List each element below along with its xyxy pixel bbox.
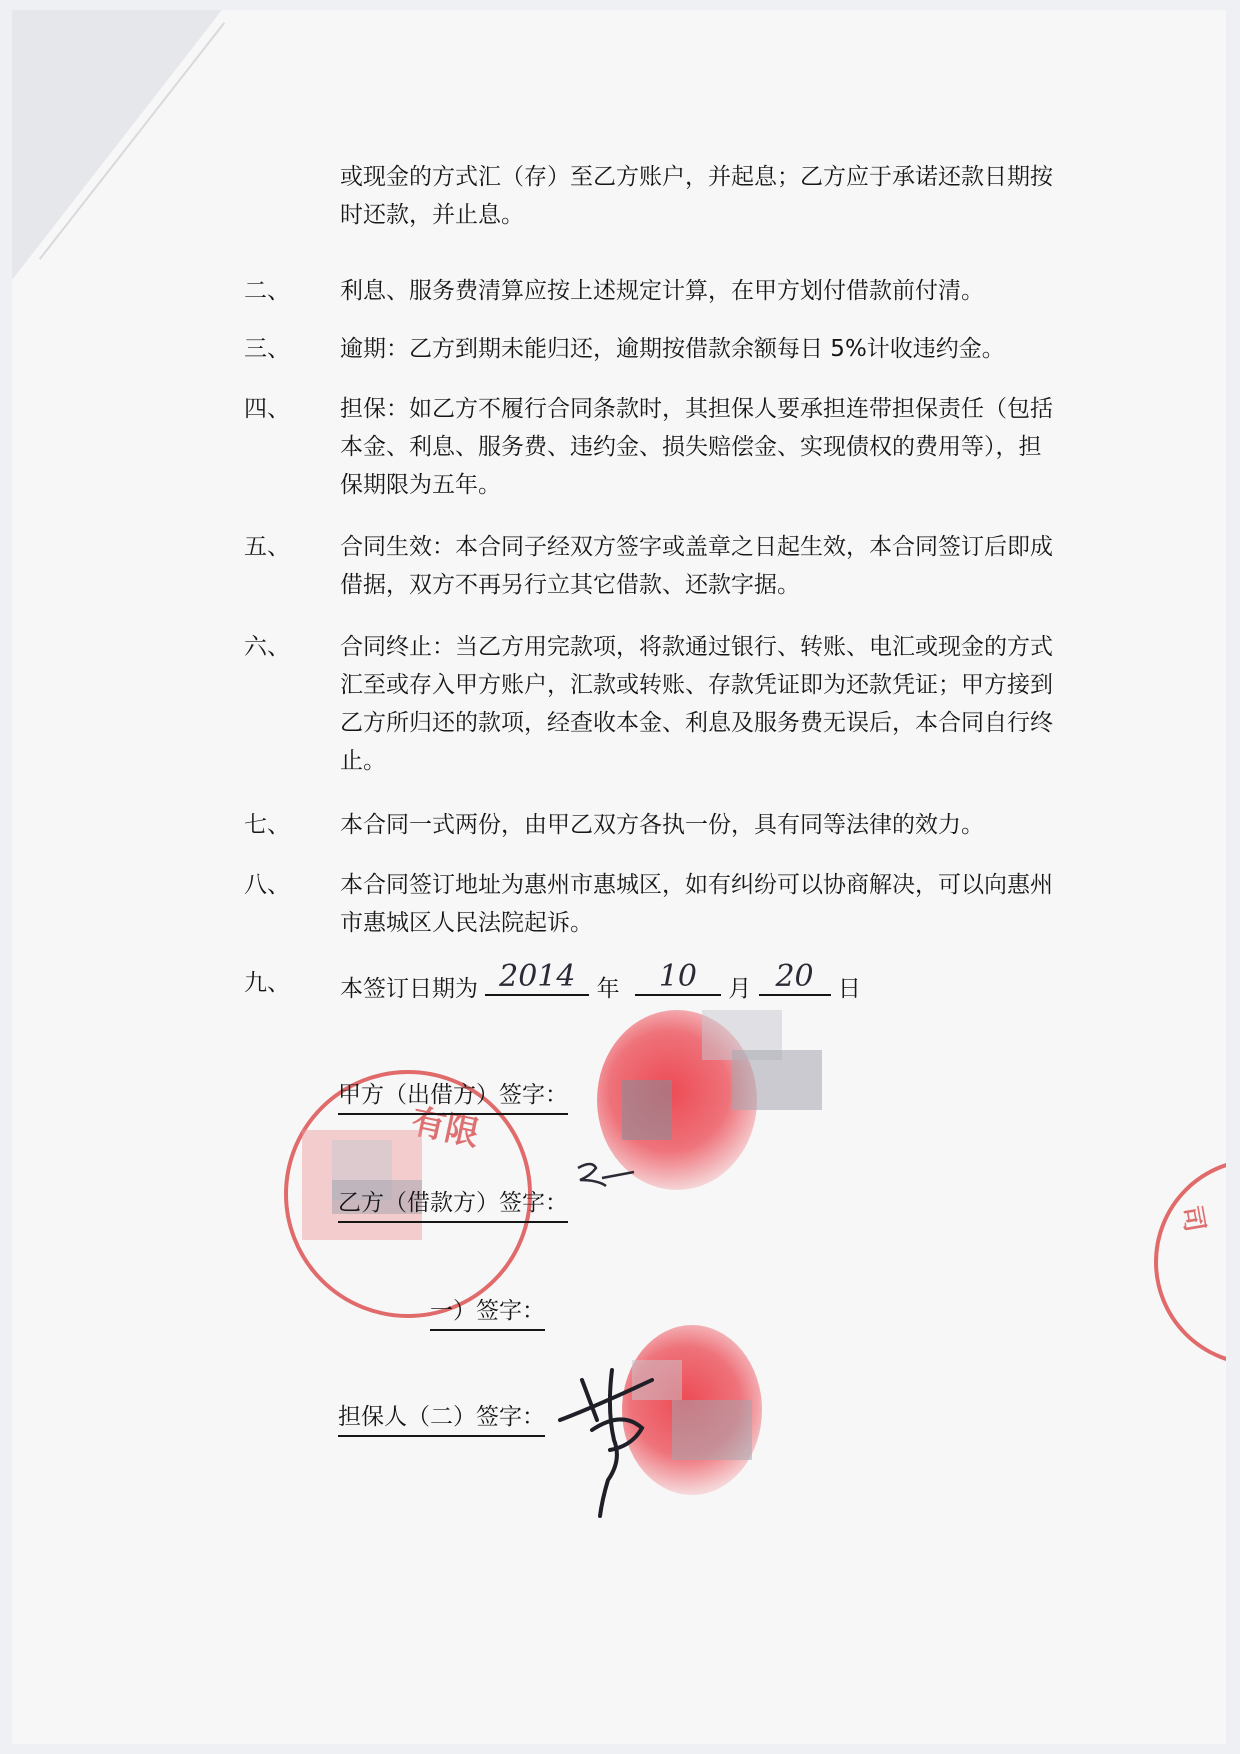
date-prefix: 本签订日期为 [340, 976, 478, 1002]
clause-number: 六、 [244, 634, 290, 660]
clause-text: 本合同签订地址为惠州市惠城区，如有纠纷可以协商解决，可以向惠州市惠城区人民法院起诉。 [340, 872, 1053, 936]
month-field [635, 959, 721, 996]
company-seal-right-text: 司 [1175, 1203, 1210, 1235]
clause-text: 本合同一式两份，由甲乙双方各执一份，具有同等法律的效力。 [340, 812, 984, 838]
continued-paragraph: 或现金的方式汇（存）至乙方账户，并起息；乙方应于承诺还款日期按时还款，并止息。 [340, 164, 1053, 228]
month-handwritten: 10 [658, 959, 698, 994]
day-label: 日 [837, 976, 861, 1002]
company-seal-left-text: 有限 [407, 1101, 483, 1155]
clause-number: 七、 [244, 812, 290, 838]
signature-guarantor-2: 担保人（二）签字： [338, 1400, 545, 1437]
signature-guarantor-1: 一）签字： [430, 1294, 545, 1331]
signing-date-line [340, 959, 1060, 1008]
clause-text: 担保：如乙方不履行合同条款时，其担保人要承担连带担保责任（包括本金、利息、服务费、违约金、损失赔偿金、实现债权的费用等），担保期限为五年。 [340, 396, 1053, 498]
year-field [485, 959, 589, 996]
day-field [759, 959, 831, 996]
clause-text: 合同生效：本合同子经双方签字或盖章之日起生效，本合同签订后即成借据，双方不再另行立其它借款、还款字据。 [340, 534, 1053, 598]
signature-party-b: 乙方（借款方）签字： [338, 1186, 568, 1223]
contract-page [12, 10, 1226, 1744]
clause-number: 四、 [244, 396, 290, 422]
clause-number: 八、 [244, 872, 290, 898]
contract-body [12, 10, 1226, 1744]
year-handwritten: 2014 [499, 959, 576, 994]
clause-number: 五、 [244, 534, 290, 560]
clause-text: 利息、服务费清算应按上述规定计算，在甲方划付借款前付清。 [340, 278, 984, 304]
month-label: 月 [728, 976, 752, 1002]
day-handwritten: 20 [775, 959, 814, 994]
clause-text: 逾期：乙方到期未能归还，逾期按借款余额每日 5%计收违约金。 [340, 336, 1005, 362]
year-label: 年 [596, 976, 620, 1002]
clause-number: 三、 [244, 336, 290, 362]
clause-text: 合同终止：当乙方用完款项，将款通过银行、转账、电汇或现金的方式汇至或存入甲方账户，汇款或转账、存款凭证即为还款凭证；甲方接到乙方所归还的款项，经查收本金、利息及服务费无误后，本合同自行终止。 [340, 634, 1053, 774]
signature-party-a: 甲方（出借方）签字： [338, 1078, 568, 1115]
clause-number: 九、 [244, 970, 290, 996]
clause-number: 二、 [244, 278, 290, 304]
